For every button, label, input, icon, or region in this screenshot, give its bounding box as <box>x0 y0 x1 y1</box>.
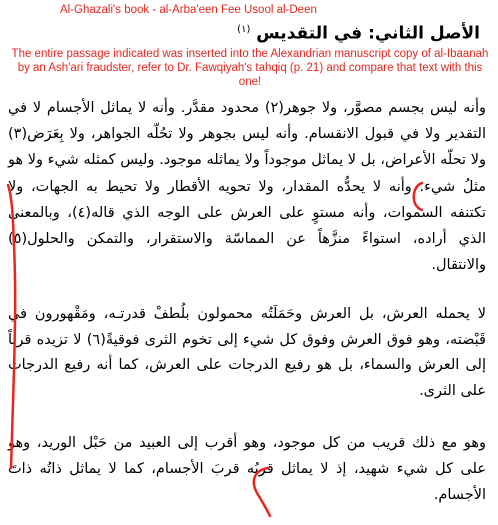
section-heading <box>150 19 480 45</box>
annotation-note: The entire passage indicated was inserted into the Alexandrian manuscript copy of al-Ibaanah by an Ash'ari fraudster, refer to Dr. Fawqiyah's tahqiq (p. 21) and compare that text with this one! <box>11 48 489 88</box>
heading-footnote-marker: (١) <box>237 24 251 35</box>
arabic-paragraph-1: وأنه ليس بجسم مصوَّر، ولا جوهر(٢) محدود مقدَّر. وأنه لا يماثل الأجسام لا في التقدير ولا في قبول الانقسام. وأنه ليس بجوهر ولا تحُلّه الجواهر، ولا بِعَرَض(٣) ولا تحلّه الأعراض، بل لا يماثل موجوداً ولا يماثله موجود. وليس كمثله شيء ولا هو مثلُ شيء. وأنه لا يحدُّه المقدار، ولا تحويه الأقطار ولا تحيط به الجهات، ولا تكتنفه السموات، وأنه مستوٍ على العرش على الوجه الذي قاله(٤)، وبالمعنى الذي أراده، استواءً منزَّهاً عن المماسّة والاستقرار، والتمكن والحلول(٥) والانتقال. <box>8 100 486 274</box>
book-title: Al-Ghazali's book - al-Arba'een Fee Usool al-Deen <box>60 4 317 16</box>
section-heading-text: الأصل الثاني: في التقديس <box>256 23 480 44</box>
arabic-paragraph-3: وهو مع ذلك قريب من كل موجود، وهو أقرب إلى العبيد من حَبْل الوريد، وهو على كل شيء شهيد، إذ لا يماثل قربُه قربَ الأجسام، كما لا يماثل ذاتُه ذاتَ الأجسام. <box>8 435 486 503</box>
arabic-paragraph-2: لا يحمله العرش، بل العرش وحَمَلَتُه محمولون بلُطفْ قدرتـه، ومَقْهورون في قَبْضته، وهو فوق العرش وفوق كل شيء إلى تخوم الثرى فوقيةً(٦) لا تزيده قرباً إلى العرش والسماء، بل هو رفيع الدرجات على العرش، كما أنه رفيع الدرجات على الثرى. <box>8 306 486 399</box>
